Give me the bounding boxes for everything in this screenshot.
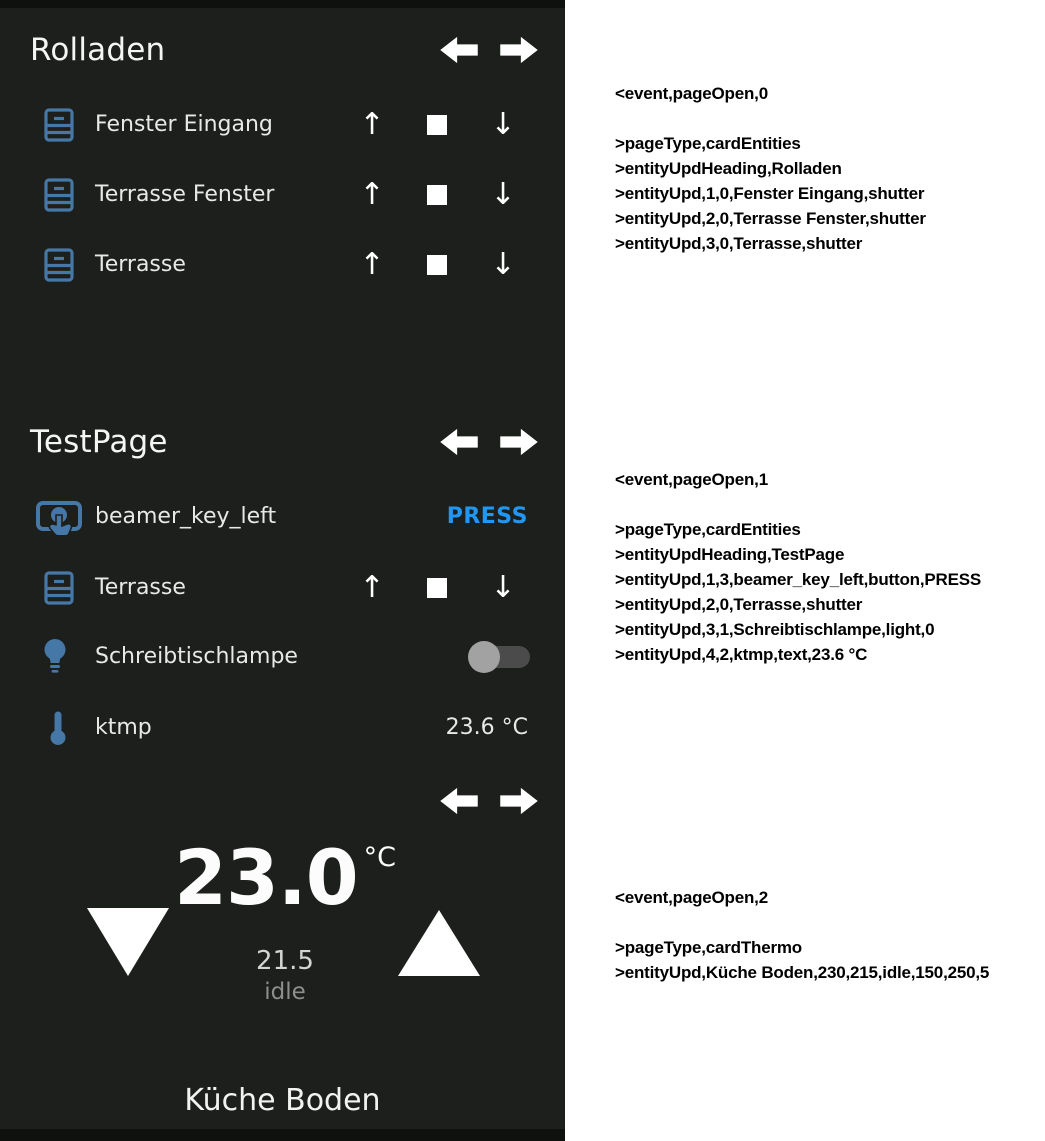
protocol-line: >pageType,cardEntities (615, 520, 801, 539)
shutter-icon (44, 178, 74, 216)
shutter-down-button[interactable]: ↓ (490, 247, 516, 282)
arrow-right-icon (498, 427, 540, 457)
press-button[interactable]: PRESS (446, 504, 528, 529)
arrow-right-icon (498, 35, 540, 65)
protocol-line: <event,pageOpen,2 (615, 888, 768, 907)
protocol-line: >entityUpd,2,0,Terrasse,shutter (615, 595, 863, 614)
entity-label: Terrasse Fenster (95, 182, 275, 207)
tap-button-icon (36, 496, 82, 542)
thermostat-title: Küche Boden (184, 1083, 381, 1118)
shutter-up-button[interactable]: ↑ (359, 177, 385, 212)
panel-top-edge (0, 0, 565, 8)
protocol-line: >entityUpd,3,0,Terrasse,shutter (615, 234, 863, 253)
protocol-line: <event,pageOpen,1 (615, 470, 768, 489)
shutter-icon (44, 108, 74, 146)
temperature-unit: °C (363, 842, 396, 873)
shutter-up-button[interactable]: ↑ (359, 570, 385, 605)
entity-label: ktmp (95, 715, 152, 740)
page-prev-button[interactable] (438, 427, 480, 457)
sensor-value: 23.6 °C (445, 715, 528, 740)
protocol-line: >entityUpd,3,1,Schreibtischlampe,light,0 (615, 620, 935, 639)
arrow-left-icon (438, 35, 480, 65)
protocol-line: >entityUpd,1,3,beamer_key_left,button,PRESS (615, 570, 981, 589)
card-heading-testpage: TestPage (30, 424, 168, 460)
entity-label: Terrasse (95, 575, 186, 600)
temp-down-button[interactable] (87, 908, 169, 976)
temp-up-button[interactable] (398, 910, 480, 976)
protocol-block-page1 (615, 467, 1040, 667)
shutter-up-button[interactable]: ↑ (359, 107, 385, 142)
card-heading-rolladen: Rolladen (30, 32, 166, 68)
thermometer-icon (48, 710, 68, 750)
page-prev-button[interactable] (438, 786, 480, 816)
target-temperature: 21.5 (256, 946, 314, 976)
shutter-stop-button[interactable] (427, 255, 447, 275)
protocol-line: >pageType,cardThermo (615, 938, 802, 957)
protocol-block-page2 (615, 885, 1040, 985)
light-toggle-knob[interactable] (468, 641, 500, 673)
shutter-down-button[interactable]: ↓ (490, 177, 516, 212)
protocol-line: >entityUpd,2,0,Terrasse Fenster,shutter (615, 209, 926, 228)
current-temperature (105, 833, 465, 922)
lightbulb-icon (42, 638, 68, 678)
entity-label: Fenster Eingang (95, 112, 273, 137)
shutter-down-button[interactable]: ↓ (490, 570, 516, 605)
page-next-button[interactable] (498, 786, 540, 816)
page-next-button[interactable] (498, 35, 540, 65)
panel-bottom-edge (0, 1129, 565, 1141)
entity-label: Terrasse (95, 252, 186, 277)
page-prev-button[interactable] (438, 35, 480, 65)
current-temperature-value: 23.0 (174, 833, 358, 922)
arrow-left-icon (438, 427, 480, 457)
protocol-line: <event,pageOpen,0 (615, 84, 768, 103)
shutter-stop-button[interactable] (427, 185, 447, 205)
protocol-line: >entityUpdHeading,TestPage (615, 545, 845, 564)
protocol-line: >entityUpdHeading,Rolladen (615, 159, 842, 178)
protocol-block-page0 (615, 81, 1040, 256)
entity-label: beamer_key_left (95, 504, 277, 529)
shutter-up-button[interactable]: ↑ (359, 247, 385, 282)
shutter-down-button[interactable]: ↓ (490, 107, 516, 142)
protocol-line: >entityUpd,4,2,ktmp,text,23.6 °C (615, 645, 868, 664)
arrow-right-icon (498, 786, 540, 816)
shutter-icon (44, 248, 74, 286)
thermostat-state: idle (264, 979, 306, 1005)
protocol-line: >pageType,cardEntities (615, 134, 801, 153)
protocol-line: >entityUpd,Küche Boden,230,215,idle,150,250,5 (615, 963, 990, 982)
shutter-stop-button[interactable] (427, 115, 447, 135)
arrow-left-icon (438, 786, 480, 816)
protocol-line: >entityUpd,1,0,Fenster Eingang,shutter (615, 184, 925, 203)
entity-label: Schreibtischlampe (95, 644, 298, 669)
page-next-button[interactable] (498, 427, 540, 457)
shutter-stop-button[interactable] (427, 578, 447, 598)
shutter-icon (44, 571, 74, 609)
